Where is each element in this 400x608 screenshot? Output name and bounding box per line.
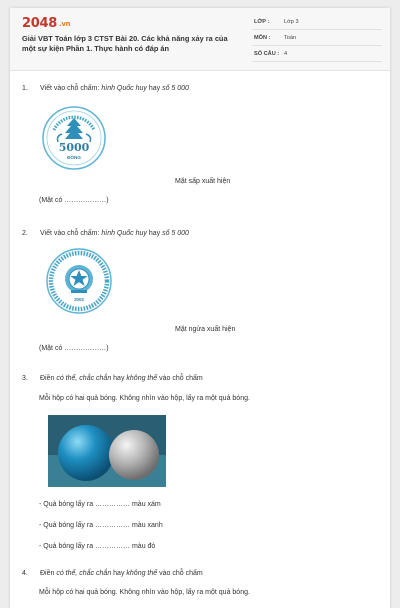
blue-ball xyxy=(58,425,114,481)
q4-intro: Mỗi hộp có hai quả bóng. Không nhìn vào hộp, lấy ra một quả bóng. xyxy=(39,589,250,596)
q2-middle: hay xyxy=(146,230,163,237)
q1-caption: Mặt sấp xuất hiện xyxy=(175,178,231,185)
q3-intro: Mỗi hộp có hai quả bóng. Không nhìn vào hộp, lấy ra một quả bóng. xyxy=(39,395,250,402)
meta-value: Lớp 3 xyxy=(284,19,299,25)
q3-italic2: không thể xyxy=(126,375,158,382)
q3-suffix: vào chỗ chấm xyxy=(157,375,203,382)
q4-number: 4. xyxy=(22,570,28,577)
q3-line-2: - Quả bóng lấy ra …………… màu xanh xyxy=(39,522,163,529)
q2-instruction xyxy=(40,230,189,237)
gray-ball xyxy=(109,430,159,480)
header-divider xyxy=(10,70,390,71)
q2-answer-line: (Mặt có ………………) xyxy=(39,345,109,352)
q1-number: 1. xyxy=(22,85,28,92)
q1-italic1: hình Quốc huy xyxy=(101,85,147,92)
q4-italic2: không thể xyxy=(126,570,158,577)
q4-instruction xyxy=(40,570,203,577)
q3-italic1: có thể, chắc chắn xyxy=(56,375,112,382)
meta-value: Toán xyxy=(284,35,297,41)
q2-caption: Mặt ngửa xuất hiện xyxy=(175,326,236,333)
q3-instruction xyxy=(40,375,203,382)
meta-row-count xyxy=(252,46,382,62)
q2-italic2: số 5 000 xyxy=(162,230,189,237)
q1-prefix: Viết vào chỗ chấm: xyxy=(40,85,102,92)
q1-instruction xyxy=(40,85,189,92)
q1-answer-line: (Mặt có ………………) xyxy=(39,197,109,204)
coin-emblem-image xyxy=(46,248,112,314)
meta-key: LỚP : xyxy=(254,19,270,25)
site-logo[interactable] xyxy=(22,16,70,31)
meta-value: 4 xyxy=(284,51,288,57)
q4-italic1: có thể, chắc chắn xyxy=(56,570,112,577)
q4-suffix: vào chỗ chấm xyxy=(157,570,203,577)
meta-table xyxy=(252,14,382,62)
meta-key: SỐ CÂU : xyxy=(254,51,280,57)
q2-number: 2. xyxy=(22,230,28,237)
q1-italic2: số 5 000 xyxy=(162,85,189,92)
coin-value-text: 5000 xyxy=(58,141,90,154)
balls-illustration xyxy=(48,415,166,487)
coin-unit-text: ĐỒNG xyxy=(67,155,81,160)
q4-prefix: Điền xyxy=(40,570,57,577)
coin-year-text: 2003 xyxy=(74,297,84,302)
q2-italic1: hình Quốc huy xyxy=(101,230,147,237)
q3-line-3: - Quả bóng lấy ra …………… màu đỏ xyxy=(39,543,156,550)
meta-row-subject xyxy=(252,30,382,46)
q4-middle: hay xyxy=(111,570,127,577)
q3-number: 3. xyxy=(22,375,28,382)
balls-image xyxy=(48,415,166,487)
q3-middle: hay xyxy=(111,375,127,382)
page-title: Giải VBT Toán lớp 3 CTST Bài 20. Các khả năng xảy ra của một sự kiện Phần 1. Thực hành có đáp án xyxy=(22,34,228,53)
q3-line-1: - Quả bóng lấy ra …………… màu xám xyxy=(39,501,161,508)
q3-prefix: Điền xyxy=(40,375,57,382)
meta-row-class xyxy=(252,14,382,30)
logo-suffix: .vn xyxy=(58,19,71,28)
logo-text: 2048 xyxy=(22,16,57,31)
document-page xyxy=(10,8,390,608)
meta-key: MÔN : xyxy=(254,35,271,41)
q2-prefix: Viết vào chỗ chấm: xyxy=(40,230,102,237)
document-header xyxy=(10,8,390,70)
coin-5000-image xyxy=(42,106,106,170)
q1-middle: hay xyxy=(146,85,163,92)
